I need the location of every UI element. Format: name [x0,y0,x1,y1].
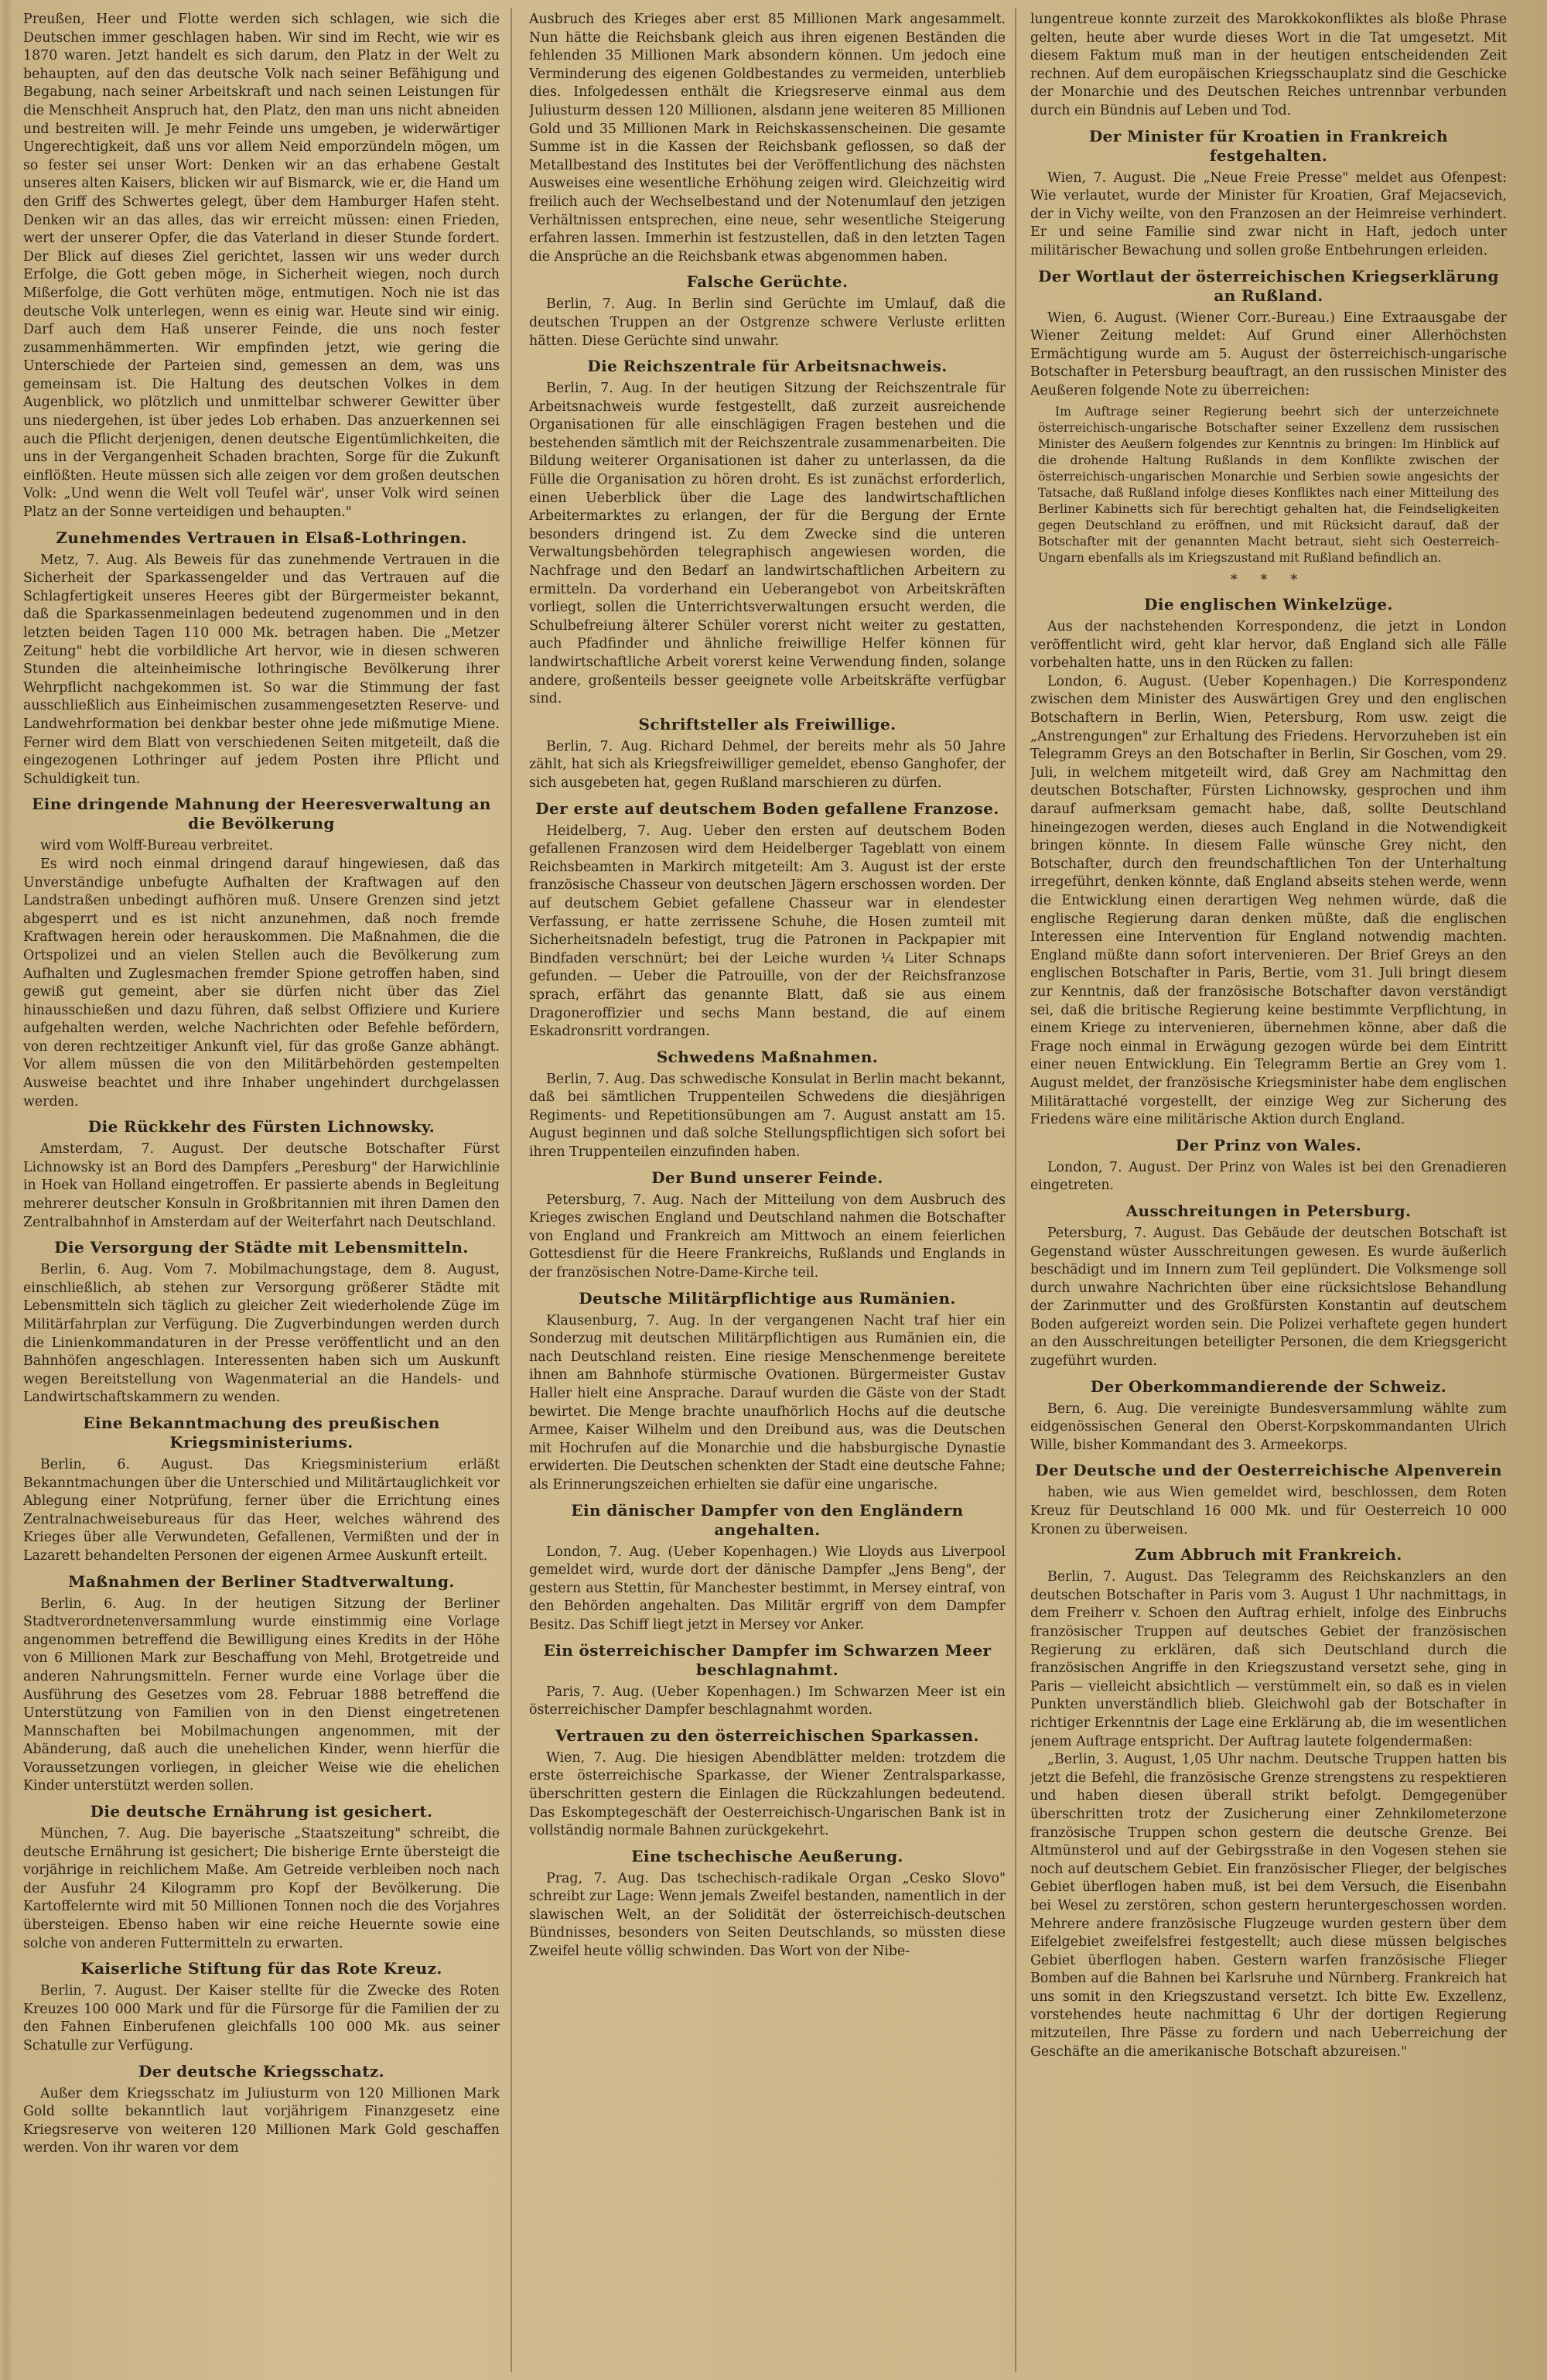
article [23,795,500,1111]
article [529,272,1006,351]
article [529,11,1006,266]
article-paragraph: London, 6. August. (Ueber Kopenhagen.) Die Korrespondenz zwischen dem Minister des Auswärtigen Grey und den englischen Botschaftern in Berlin, Wien, Petersburg, Rom usw. zeigt die „Anstrengungen" zur Erhaltung des Friedens. Hervorzuheben ist ein Telegramm Greys an den Botschafter in Berlin, Sir Goschen, vom 29. Juli, in welchem mitgeteilt wird, daß Grey am Nachmittag den deutschen Botschafter, Fürsten Lichnowsky, gesprochen und ihm darauf aufmerksam gemacht habe, daß, sollte Deutschland hineingezogen werden, dieses auch England in die Notwendigkeit bringen könnte. In diesem Falle wünsche Grey nicht, den Botschafter, durch den freundschaftlichen Ton der Unterhaltung irregeführt, denken könnte, daß England abseits stehen werde, wenn die Entwicklung einen derartigen Weg nehmen würde, daß die englische Regierung daran denken müßte, daß die englischen Interessen eine Intervention für England notwendig machten. England müßte dann sofort intervenieren. Der Brief Greys an den englischen Botschafter in Paris, Bertie, vom 31. Juli bringt diesem zur Kenntnis, daß der französische Botschafter davon verständigt sei, daß die britische Regierung keine bestimmte Verpflichtung, in einem Kriege zu intervenieren, übernehmen könne, aber daß die Frage noch einmal in Erwägung gezogen würde bei dem Eintritt einer neuen Entwicklung. Ein Telegramm Bertie an Grey vom 1. August meldet, der französische Kriegsminister habe dem englischen Militärattaché vorgestellt, der einzige Weg zur Sicherung des Friedens wäre eine militärische Aktion durch England. [1030,673,1507,1128]
article [1030,571,1507,1130]
article [1030,1202,1507,1371]
column-2 [529,11,1006,2371]
article-paragraph: Aus der nachstehenden Korrespondenz, die jetzt in London veröffentlicht wird, geht klar hervor, daß England sich alle Fälle vorbehalten hatte, uns in den Rücken zu fallen: [1030,619,1507,672]
article-headline: Vertrauen zu den österreichischen Sparkassen. [555,1725,979,1745]
article-headline: Die Rückkehr des Fürsten Lichnowsky. [87,1117,435,1137]
article-paragraph: Amsterdam, 7. August. Der deutsche Botschafter Fürst Lichnowsky ist an Bord des Dampfers „Peresburg" der Harwichlinie in Hoek van Holland eingetroffen. Er passierte abends in Begleitung mehrerer deutscher Konsuln in Großbritannien mit ihren Damen den Zentralbahnhof in Amsterdam auf der Weiterfahrt nach Deutschland. [23,1141,500,1230]
article-headline: Die Versorgung der Städte mit Lebensmitteln. [54,1238,469,1257]
article-paragraph: Wien, 7. August. Die „Neue Freie Presse" meldet aus Ofenpest: Wie verlautet, wurde der Minister für Kroatien, Graf Mejacsevich, der in Vichy weilte, von den Franzosen an der Heimreise verhindert. Er und seine Familie sind zwar nicht in Haft, jedoch unter militärischer Bewachung und sollen große Entbehrungen erleiden. [1030,169,1507,258]
article-paragraph: Petersburg, 7. August. Das Gebäude der deutschen Botschaft ist Gegenstand wüster Ausschreitungen gewesen. Es wurde äußerlich beschädigt und im Innern zum Teil geplündert. Die Volksmenge soll durch unwahre Nachrichten über eine rücksichtslose Behandlung der Zarinmutter und des Großfürsten Konstantin auf deutschem Boden aufgereizt worden sein. Die Polizei verhaftete gegen hundert an den Ausschreitungen beteiligter Personen, die dem Kriegsgericht zugeführt wurden. [1030,1225,1507,1370]
article-headline: Falsche Gerüchte. [686,272,849,292]
article [23,1117,500,1232]
article-headline: Maßnahmen der Berliner Stadtverwaltung. [68,1571,455,1591]
article [529,1501,1006,1635]
article [23,1238,500,1407]
article-paragraph: Prag, 7. Aug. Das tschechisch-radikale Organ „Cesko Slovo" schreibt zur Lage: Wenn jemals Zweifel bestanden, namentlich in der slawischen Welt, an der Solidität der österreichisch-deutschen Bündnisses, besonders von Seiten Deutschlands, so müssten diese Zweifel heute völlig schwinden. Das Wort von der Nibe- [529,1870,1006,1960]
article-paragraph: Berlin, 6. Aug. In der heutigen Sitzung der Berliner Stadtverordnetenversammlung wurde einstimmig eine Vorlage angenommen betreffend die Bewilligung eines Kredits in der Höhe von 6 Millionen Mark zur Beschaffung von Mehl, Brotgetreide und anderen Nahrungsmitteln. Ferner wurde eine Vorlage über die Ausführung des Gesetzes vom 28. Februar 1888 betreffend die Unterstützung von Familien von in den Dienst eingetretenen Mannschaften bei Mobilmachungen angenommen, mit der Abänderung, daß auch die unehelichen Kinder, wenn hierfür die Voraussetzungen vorliegen, in gleicher Weise wie die ehelichen Kinder unterstützt werden sollen. [23,1595,500,1794]
article-paragraph: Berlin, 7. August. Der Kaiser stellte für die Zwecke des Roten Kreuzes 100 000 Mark und für die Fürsorge für die Familien der zu den Fahnen Einberufenen gleichfalls 100 000 Mk. aus seiner Schatulle zur Verfügung. [23,1983,500,2053]
article-headline: Die Reichszentrale für Arbeitsnachweis. [587,357,948,376]
article-paragraph: Berlin, 7. Aug. Richard Dehmel, der bereits mehr als 50 Jahre zählt, hat sich als Kriegsfreiwilliger gemeldet, ebenso Ganghofer, der sich ausgebeten hat, gegen Rußland marschieren zu dürfen. [529,738,1006,791]
article-headline: Der Oberkommandierende der Schweiz. [1090,1376,1447,1396]
column-1 [23,11,500,2371]
article [529,1168,1006,1283]
article-paragraph: München, 7. Aug. Die bayerische „Staatszeitung" schreibt, die deutsche Ernährung ist gesichert; Die bisherige Ernte übersteigt die vorjährige in reichlichem Maße. Am Getreide verbleiben noch nach der Ausfuhr 24 Kilogramm pro Kopf der Bevölkerung. Die Kartoffelernte wird mit 50 Millionen Tonnen noch die des Vorjahres übersteigen. Ebenso haben wir eine reiche Heuernte sowie eine solche von anderen Futtermitteln zu erwarten. [23,1826,500,1951]
article-paragraph: wird vom Wolff-Bureau verbreitet. [40,838,274,854]
article-headline: Ausschreitungen in Petersburg. [1125,1201,1412,1220]
article [23,1572,500,1797]
article-headline: Eine dringende Mahnung der Heeresverwaltung an die Bevölkerung [32,795,491,833]
page-edge-shadow [0,0,12,2380]
article [23,11,500,522]
article-headline: Der deutsche Kriegsschatz. [138,2061,385,2081]
article-paragraph: haben, wie aus Wien gemeldet wird, beschlossen, dem Roten Kreuz für Deutschland 16 000 Mk. und für Oesterreich 10 000 Kronen zu überweisen. [1030,1485,1507,1537]
article-paragraph: Es wird noch einmal dringend darauf hingewiesen, daß das Unverständige unbefugte Aufhalten der Kraftwagen auf den Landstraßen unbedingt aufhören muß. Unsere Grenzen sind jetzt abgesperrt und es ist nicht anzunehmen, daß noch fremde Kraftwagen herein oder herauskommen. Die Maßnahmen, die die Ortspolizei und an vielen Stellen auch die Bevölkerung zum Aufhalten und Zuglesmachen fremder Spione getroffen haben, sind gewiß gut gemeint, aber sie dürfen nicht über das Ziel hinausschießen und dazu führen, daß selbst Offiziere und Kuriere aufgehalten werden, welche Nachrichten oder Befehle befördern, von deren rechtzeitiger Ankunft viel, für das große Ganze abhängt. Vor allem müssen die von den Militärbehörden gestempelten Ausweise beachtet und ihre Inhaber ungehindert durchgelassen werden. [23,856,500,1110]
article [1030,11,1507,121]
article [1030,1545,1507,2061]
article [1030,1461,1507,1539]
column-rule [1015,8,1016,2372]
article-headline: Ein dänischer Dampfer von den Engländern angehalten. [571,1500,964,1539]
article [1030,267,1507,566]
article-paragraph: Berlin, 7. August. Das Telegramm des Reichskanzlers an den deutschen Botschafter in Paris vom 3. August 1 Uhr nachmittags, in dem Freiherr v. Schoen den Auftrag erhielt, infolge des Einbruchs französischer Truppen auf deutsches Gebiet der französischen Regierung zu erklären, daß sich Deutschland durch die französischen Angriffe in den Kriegszustand versetzt sehe, ging in Paris — vielleicht absichtlich — verstümmelt ein, so daß es in vielen Punkten unverständlich blieb. Gleichwohl gab der Botschafter in richtiger Erkenntnis der Lage eine Erklärung ab, die im wesentlichen jenem Auftrage entspricht. Der Auftrag lautete folgendermaßen: [1030,1569,1507,1749]
article-headline: Zum Abbruch mit Frankreich. [1135,1545,1402,1564]
article-paragraph: lungentreue konnte zurzeit des Marokkokonfliktes als bloße Phrase gelten, heute aber wurde dieses Wort in die Tat umgesetzt. Mit diesem Faktum muß man in der heutigen entscheidenden Zeit rechnen. Auf dem europäischen Kriegsschauplatz sind die Geschicke der Monarchie und des Deutschen Reiches untrennbar verbunden durch ein Bündnis auf Leben und Tod. [1030,12,1507,118]
article [529,1641,1006,1720]
article-headline: Schwedens Maßnahmen. [656,1047,879,1066]
article-headline: Kaiserliche Stiftung für das Rote Kreuz. [80,1959,442,1978]
article-paragraph: London, 7. Aug. (Ueber Kopenhagen.) Wie Lloyds aus Liverpool gemeldet wird, wurde dort der dänische Dampfer „Jens Beng", der gestern aus Stettin, für Manchester bestimmt, in Mersey eintraf, von den Behörden angehalten. Das Militär ergriff von dem Dampfer Besitz. Das Schiff liegt jetzt in Mersey vor Anker. [529,1544,1006,1633]
article-paragraph: Wien, 6. August. (Wiener Corr.-Bureau.) Eine Extraausgabe der Wiener Zeitung meldet: Auf Grund einer Allerhöchsten Ermächtigung wurde am 5. August der österreichisch-ungarische Botschafter in Petersburg beauftragt, an den russischen Minister des Aeußeren folgende Note zu überreichen: [1030,309,1507,398]
section-separator: * * * [1230,571,1307,588]
article-paragraph: London, 7. August. Der Prinz von Wales ist bei den Grenadieren eingetreten. [1030,1159,1507,1194]
article-headline: Der Minister für Kroatien in Frankreich festgehalten. [1088,126,1449,165]
article [529,1847,1006,1961]
article [23,2062,500,2158]
article [529,1289,1006,1495]
article-paragraph: Berlin, 7. Aug. Das schwedische Konsulat in Berlin macht bekannt, daß bei sämtlichen Truppenteilen Schwedens die diesjährigen Regiments- und Repetitionsübungen am 7. August anstatt am 15. August beginnen und daß solche Stellungspflichtigen sich sofort bei ihren Truppenteilen einzufinden haben. [529,1071,1006,1161]
article-headline: Ein österreichischer Dampfer im Schwarzen Meer beschlagnahmt. [543,1640,992,1679]
article [23,1414,500,1566]
article-headline: Eine tschechische Aeußerung. [631,1846,903,1865]
article-headline: Der Bund unserer Feinde. [651,1168,883,1187]
article-paragraph: Berlin, 7. Aug. In der heutigen Sitzung der Reichszentrale für Arbeitsnachweis wurde festgestellt, daß zurzeit ausreichende Organisationen für alle einschlägigen Fragen bestehen und die bestehenden sämtlich mit der Reichszentrale zusammenarbeiten. Die Bildung weiterer Organisationen ist daher zu unterlassen, da die Fülle die Organisation zu hören droht. Es ist zunächst erforderlich, einen Ueberblick über die Lage des landwirtschaftlichen Arbeitermarktes zu erlangen, der für die Bergung der Ernte besonders dringend ist. Zu dem Zwecke sind die unteren Verwaltungsbehörden telegraphisch angewiesen worden, die Nachfrage und den Bedarf an landwirtschaftlichen Arbeitern zu ermitteln. Da vorderhand ein Ueberangebot von Arbeitskräften vorliegt, sollen die Unterrichtsverwaltungen ersucht werden, die Schulbefreiung älterer Schüler vorerst nicht weiter zu gestatten, auch Pfadfinder und ähnliche freiwillige Helfer können für landwirtschaftliche Arbeit vorerst keine Verwendung finden, solange andere, großenteils besser geeignete volle Arbeitskräfte verfügbar sind. [529,381,1006,707]
article-paragraph: Wien, 7. Aug. Die hiesigen Abendblätter melden: trotzdem die erste österreichische Sparkasse, der Wiener Zentralsparkasse, überschritten gestern die Einlagen die Rückzahlungen bedeutend. Das Eskomptegeschäft der Oesterreichisch-Ungarischen Bank ist in vollständig normale Bahnen zurückgekehrt. [529,1749,1006,1839]
article [529,1726,1006,1841]
column-rule [511,8,512,2372]
article-headline: Die deutsche Ernährung ist gesichert. [90,1802,433,1821]
article [529,357,1006,709]
article [1030,1136,1507,1195]
article [23,1802,500,1953]
article-paragraph: Paris, 7. Aug. (Ueber Kopenhagen.) Im Schwarzen Meer ist ein österreichischer Dampfer beschlagnahmt worden. [529,1684,1006,1718]
article-paragraph: Heidelberg, 7. Aug. Ueber den ersten auf deutschem Boden gefallenen Franzosen wird dem Heidelberger Tageblatt von einem Reichsbeamten in Markirch mitgeteilt: Am 3. August ist der erste französische Chasseur von deutschen Jägern erschossen worden. Der auf deutschem Gebiet gefallene Chasseur war in elendester Verfassung, er hatte zerrissene Schuhe, die Hosen zumteil mit Sicherheitsnadeln befestigt, trug die Patronen in Packpapier mit Bindfaden verschnürt; bei der Leiche wurden ¼ Liter Schnaps gefunden. — Ueber die Patrouille, von der der Reichsfranzose sprach, erfährt das genannte Blatt, daß sie aus einem Dragoneroffizier und sechs Mann bestand, die auf einem Eskadronsritt vordrangen. [529,822,1006,1040]
article [23,528,500,789]
article-paragraph: Bern, 6. Aug. Die vereinigte Bundesversammlung wählte zum eidgenössischen General den Oberst-Korpskommandanten Ulrich Wille, bisher Kommandant des 3. Armeekorps. [1030,1400,1507,1453]
column-3 [1030,11,1507,2371]
article-paragraph: Berlin, 6. August. Das Kriegsministerium erläßt Bekanntmachungen über die Unterschied und Militärtauglichkeit vor Ablegung einer Notprüfung, ferner über die Errichtung eines Zentralnachweisebureaus für das Heer, welches während des Krieges über alle Verwundeten, Gefallenen, Vermißten und der in Lazarett behandelten Personen der eigenen Armee Auskunft erteilt. [23,1456,500,1564]
article [1030,1377,1507,1455]
article-paragraph: Berlin, 7. Aug. In Berlin sind Gerüchte im Umlauf, daß die deutschen Truppen an der Ostgrenze schwere Verluste erlitten hätten. Diese Gerüchte sind unwahr. [529,296,1006,349]
article-paragraph: Petersburg, 7. Aug. Nach der Mitteilung von dem Ausbruch des Krieges zwischen England und Deutschland nahmen die Botschafter von England und Frankreich am Mittwoch an einem feierlichen Gottesdienst für die Heere Frankreichs, Rußlands und Englands in der französischen Notre-Dame-Kirche teil. [529,1192,1006,1281]
article-headline: Der Deutsche und der Oesterreichische Alpenverein [1035,1461,1502,1480]
article-paragraph: Metz, 7. Aug. Als Beweis für das zunehmende Vertrauen in die Sicherheit der Sparkassengelder und das Vertrauen auf die Schlagfertigkeit unseres Heeres gibt der Bürgermeister bekannt, daß die Sparkassenmeinlagen bedeutend zugenommen und in den letzten beiden Tagen 110 000 Mk. betragen haben. Die „Metzer Zeitung" hebt die vorbildliche Art hervor, wie in diesen schweren Stunden die alteinheimische lothringische Bevölkerung ihrer Wehrpflicht nachgekommen ist. So war die Stimmung der fast ausschließlich aus Einheimischen zusammengesetzten Reserve- und Landwehrformation bei denkbar bester ohne jede mißmutige Miene. Ferner wird dem Blatt von verschiedenen Seiten mitgeteilt, daß die eingezogenen Lothringer auf jedem Posten ihre Pflicht und Schuldigkeit tun. [23,552,500,787]
article-paragraph: Außer dem Kriegsschatz im Juliusturm von 120 Millionen Mark Gold sollte bekanntlich laut vorjährigem Finanzgesetz eine Kriegsreserve von weiteren 120 Millionen Mark Gold geschaffen werden. Von ihr waren vor dem [23,2085,500,2156]
article [529,799,1006,1041]
article-paragraph: Ausbruch des Krieges aber erst 85 Millionen Mark angesammelt. Nun hätte die Reichsbank gleich aus ihren eigenen Beständen die fehlenden 35 Millionen Mark absondern können. Um jedoch eine Verminderung des eigenen Goldbestandes zu vermeiden, unterblieb dies. Infolgedessen enthält die Kriegsreserve einmal aus dem Juliusturm dessen 120 Millionen, alsdann jene weiteren 85 Millionen Gold und 35 Millionen Mark in Reichskassenscheinen. Die gesamte Summe ist in die Kassen der Reichsbank geflossen, so daß der Metallbestand des Institutes bei der Veröffentlichung des nächsten Ausweises eine wesentliche Erhöhung zeigen wird. Gleichzeitig wird freilich auch der Wechselbestand und der Notenumlauf den jetzigen Verhältnissen entsprechen, eine neue, sehr wesentliche Steigerung erfahren lassen. Immerhin ist festzustellen, daß in den letzten Tagen die Ansprüche an die Reichsbank etwas abgenommen haben. [529,12,1006,265]
article [1030,127,1507,261]
article-headline: Schriftsteller als Freiwillige. [638,714,896,733]
article-headline: Zunehmendes Vertrauen in Elsaß-Lothringen. [56,528,467,547]
article [529,1048,1006,1162]
article-headline: Deutsche Militärpflichtige aus Rumänien. [579,1288,956,1308]
article-headline: Der Prinz von Wales. [1175,1135,1362,1154]
article-headline: Eine Bekanntmachung des preußischen Kriegsministeriums. [83,1413,440,1452]
article-paragraph: Berlin, 6. Aug. Vom 7. Mobilmachungstage, dem 8. August, einschließlich, ab stehen zur Versorgung größerer Städte mit Lebensmitteln sich täglich zu gleicher Zeit wiederholende Züge im Militärfahrplan zur Verfügung. Die Zugverbindungen werden durch die Linienkommandaturen in der Presse veröffentlicht und an den Bahnhöfen angeschlagen. Interessenten haben sich um Auskunft wegen Bereitstellung von Wagenmaterial an die Handels- und Landwirtschaftskammern zu wenden. [23,1262,500,1406]
quoted-note: Im Auftrage seiner Regierung beehrt sich der unterzeichnete österreichisch-ungarische Botschafter seiner Exzellenz dem russischen Minister des Aeußern folgendes zur Kenntnis zu bringen: Im Hinblick auf die drohende Haltung Rußlands in dem Konflikte zwischen der österreichisch-ungarischen Monarchie und Serbien sowie angesichts der Tatsache, daß Rußland infolge dieses Konfliktes nach einer Mitteilung des Berliner Kabinetts sich für berechtigt gehalten hat, die Feindseligkeiten gegen Deutschland zu eröffnen, und mit Rücksicht darauf, daß der Botschafter mit der genannten Macht betraut, sieht sich Oesterreich-Ungarn ebenfalls als im Kriegszustand mit Rußland befindlich an. [1038,404,1499,565]
article-headline: Der erste auf deutschem Boden gefallene Franzose. [535,798,999,818]
article-paragraph: Preußen, Heer und Flotte werden sich schlagen, wie sich die Deutschen immer geschlagen haben. Wir sind im Recht, wie wir es 1870 waren. Jetzt handelt es sich darum, den Platz in der Welt zu behaupten, auf den das deutsche Volk nach seiner Befähigung und Begabung, nach seiner Arbeitskraft und nach seinen Leistungen für die Menschheit Anspruch hat, den Platz, den man uns nicht abneiden und bestreiten will. Je mehr Feinde uns umgeben, je widerwärtiger Ungerechtigkeit, daß uns vor allem Neid emporzündeln mögen, um so fester sei unser Wort: Denken wir an das erhabene Gestalt unseres alten Kaisers, blicken wir auf Bismarck, wie er, die Hand um den Griff des Schwertes gelegt, über dem Hamburger Hafen steht. Denken wir an das alles, das wir erreicht müssen: einen Frieden, wert der unserer Opfer, die das Vaterland in dieser Stunde fordert. Der Blick auf dieses Ziel gerichtet, lassen wir uns weder durch Erfolge, die Gott geben möge, in Sicherheit wiegen, noch durch Mißerfolge, die Gott verhüten möge, entmutigen. Noch nie ist das deutsche Volk unterlegen, wenn es einig war. Heute sind wir einig. Darf auch dem Haß unserer Feinde, die uns noch fester zusammenhämmerten. Wir empfinden jetzt, wie gering die Unterschiede der Parteien sind, gemessen an dem, was uns gemeinsam ist. Die Haltung des deutschen Volkes in dem Augenblick, wo plötzlich und unmittelbar schwerer Gewitter über uns niedergehen, ist über jedes Lob erhaben. Das anzuerkennen sei auch die Pflicht derjenigen, denen deutsche Eigentümlichkeiten, die uns in der Vergangenheit Schaden brachten, Sorge für die Zukunft einflößten. Heute müssen sich alle zeigen vor dem großen deutschen Volk: „Und wenn die Welt voll Teufel wär', unser Volk wird seinen Platz an der Sonne verteidigen und behaupten." [23,12,500,521]
article-headline: Der Wortlaut der österreichischen Kriegserklärung an Rußland. [1038,266,1499,305]
article-paragraph: Klausenburg, 7. Aug. In der vergangenen Nacht traf hier ein Sonderzug mit deutschen Militärpflichtigen aus Rumänien ein, die nach Deutschland reisten. Eine riesige Menschenmenge bereitete ihnen am Bahnhofe stürmische Ovationen. Bürgermeister Gustav Haller hielt eine Ansprache. Darauf wurden die Gäste von der Stadt bewirtet. Die Menge brachte unaufhörlich Hochs auf die deutsche Armee, Kaiser Wilhelm und den Dreibund aus, was die Deutschen mit Hochrufen auf die Monarchie und die habsburgische Dynastie erwiderten. Die Deutschen schenkten der Stadt eine deutsche Fahne; als Erinnerungszeichen erhielten sie dafür eine ungarische. [529,1312,1006,1493]
article [23,1959,500,2055]
article-headline: Die englischen Winkelzüge. [1144,595,1393,614]
article [529,715,1006,793]
article-paragraph: „Berlin, 3. August, 1,05 Uhr nachm. Deutsche Truppen hatten bis jetzt die Befehl, die französische Grenze strengstens zu respektieren und haben diesen überall strikt befolgt. Demgegenüber überschritten trotz der Zusicherung einer Zehnkilometerzone französische Truppen schon gestern die deutsche Grenze. Bei Altmünsterol und auf der Gebirgsstraße in den Vogesen stehen sie noch auf deutschem Gebiet. Ein französischer Flieger, der belgisches Gebiet überflogen haben muß, ist bei dem Versuch, die Eisenbahn bei Wesel zu zerstören, schon gestern heruntergeschossen worden. Mehrere andere französische Flugzeuge wurden gestern über dem Eifelgebiet zweifelsfrei festgestellt; auch diese müssen belgisches Gebiet überflogen haben. Gestern warfen französische Flieger Bomben auf die Bahnen bei Karlsruhe und Nürnberg. Frankreich hat uns somit in den Kriegszustand versetzt. Ich bitte Ew. Exzellenz, vorstehendes heute nachmittag 6 Uhr der dortigen Regierung mitzuteilen, Ihre Pässe zu fordern und nach Ueberreichung der Geschäfte an die amerikanische Botschaft abzureisen." [1030,1752,1507,2060]
